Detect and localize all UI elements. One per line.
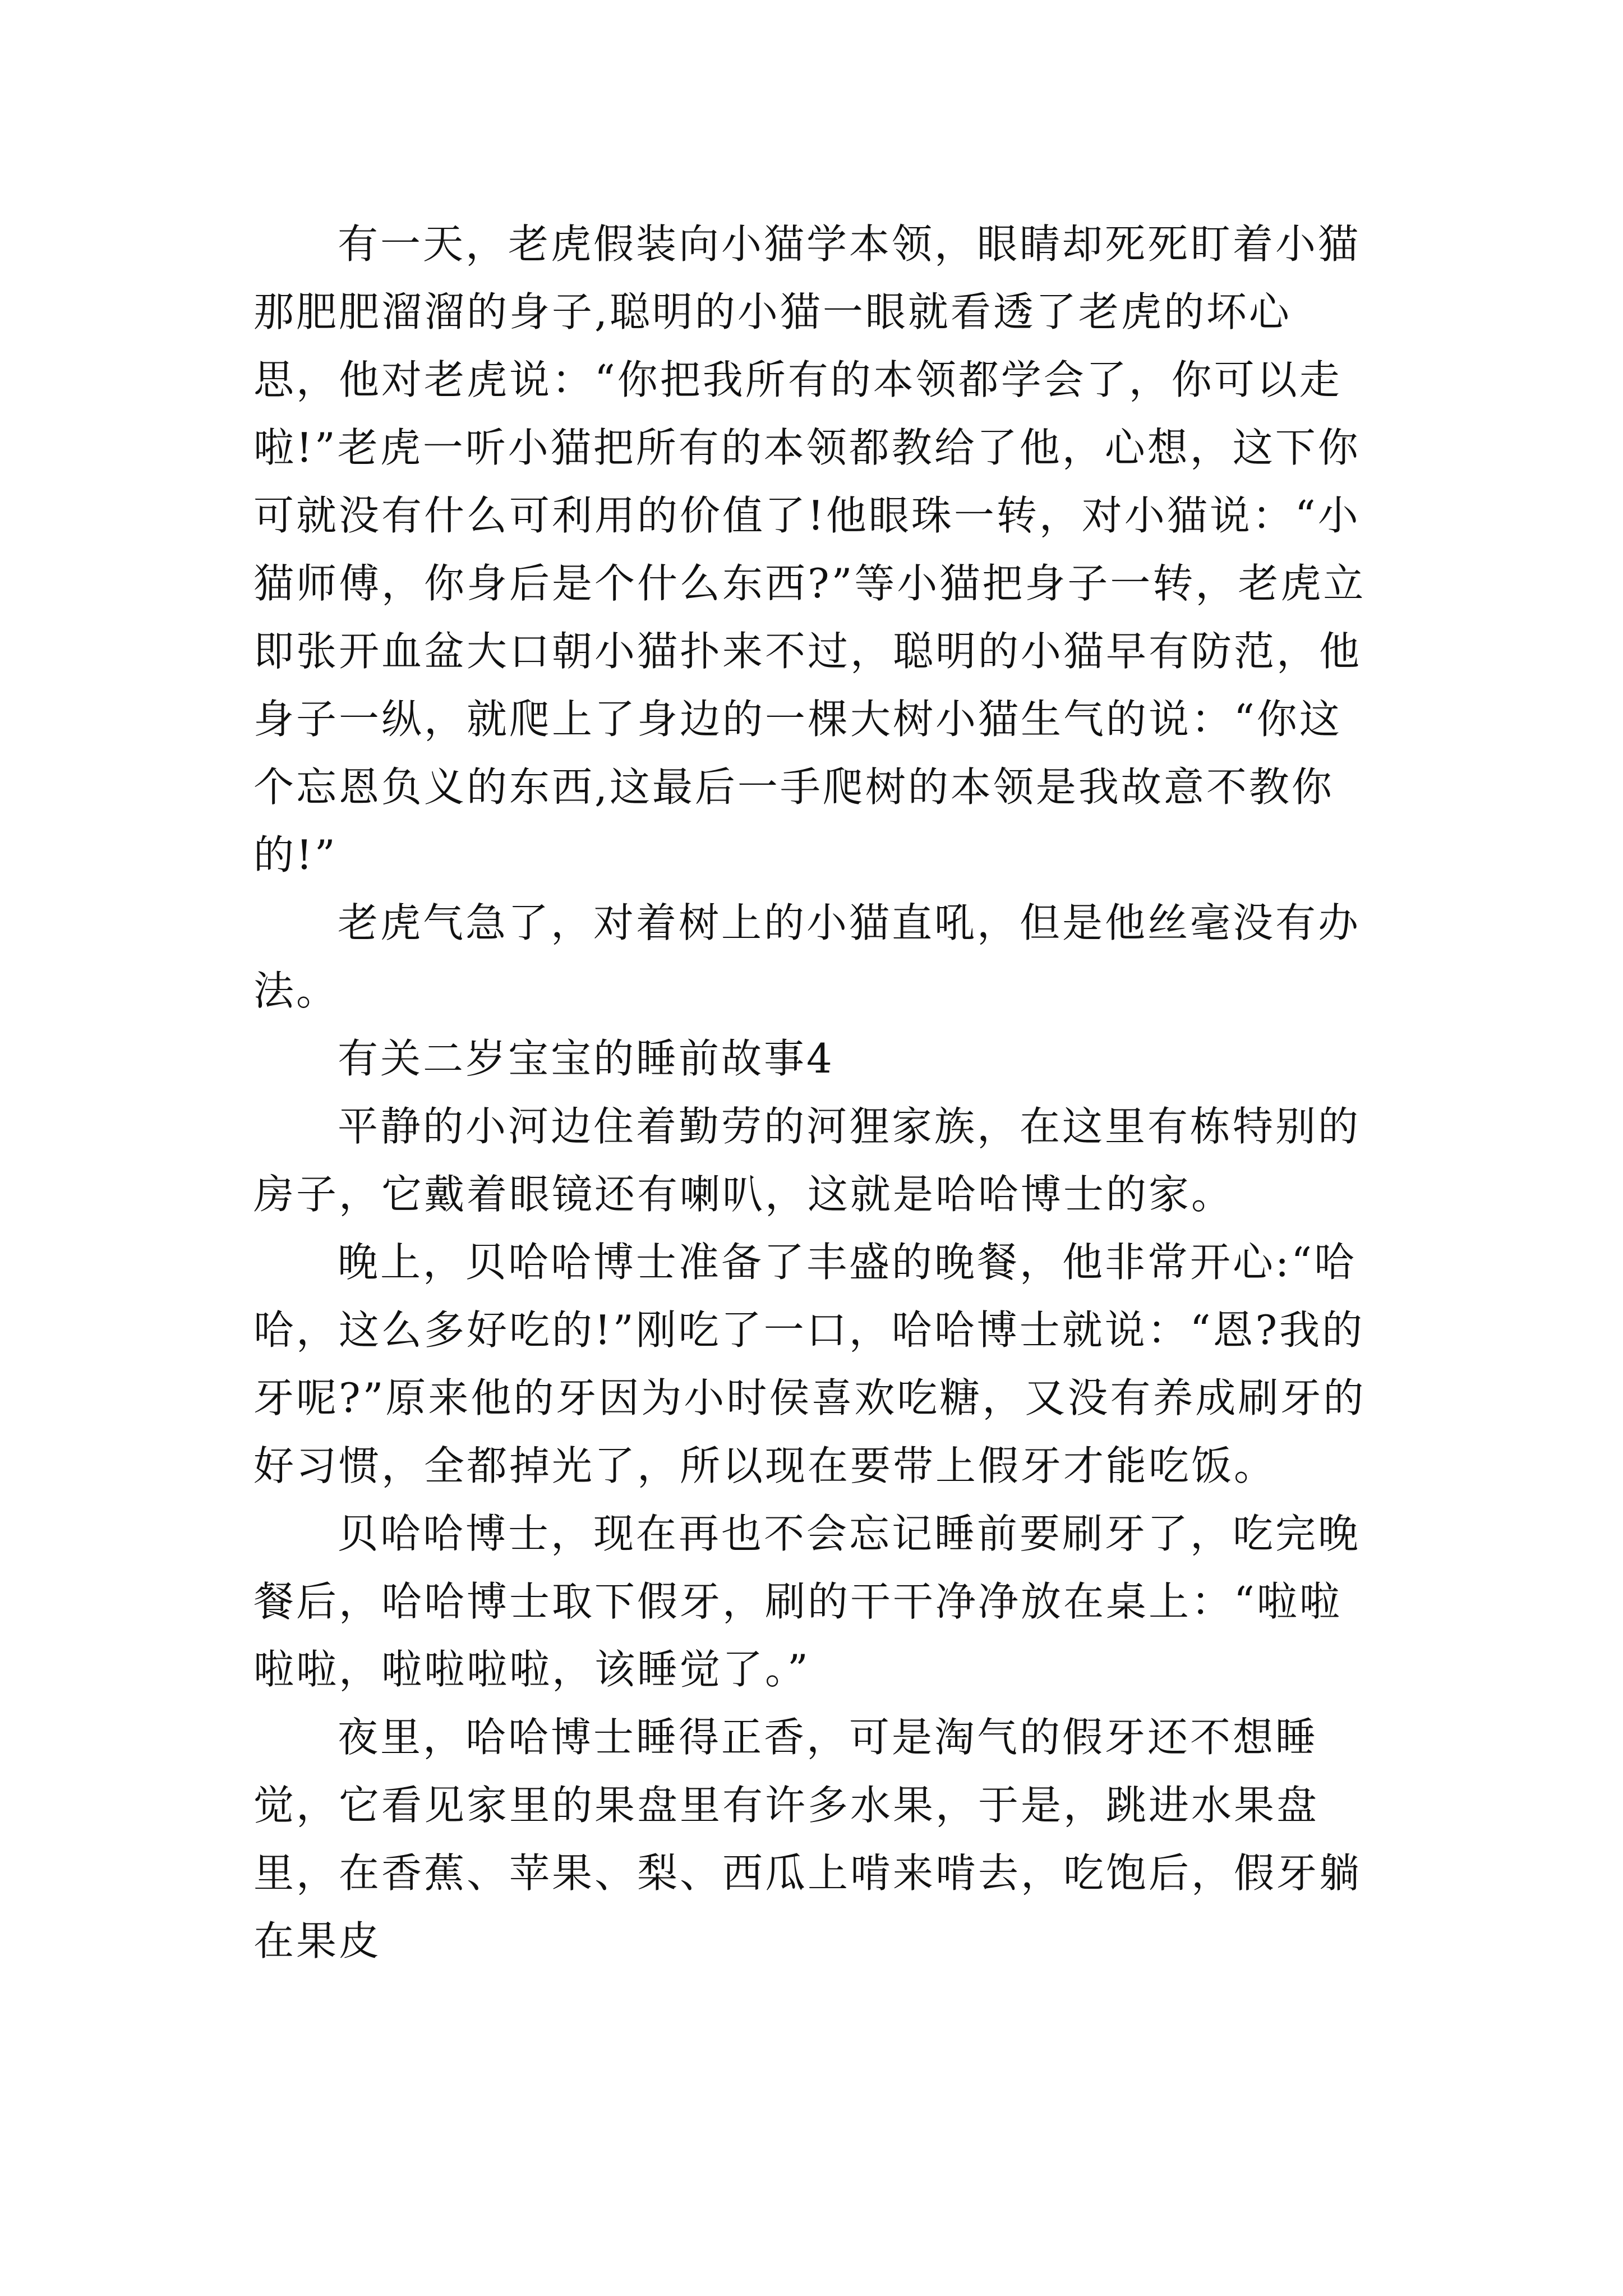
- paragraph-dinner: 晚上，贝哈哈博士准备了丰盛的晚餐，他非常开心:“哈哈，这么多好吃的!”刚吃了一口，哈哈博士就说：“恩?我的牙呢?”原来他的牙因为小时侯喜欢吃糖，又没有养成刷牙的好习惯，全都掉光了，所以现在要带上假牙才能吃饭。: [253, 1239, 1366, 1489]
- section-heading: 有关二岁宝宝的睡前故事4: [338, 1035, 834, 1082]
- paragraph-tiger-angry: 老虎气急了，对着树上的小猫直吼，但是他丝毫没有办法。: [253, 899, 1361, 1014]
- paragraph-night: 夜里，哈哈博士睡得正香，可是淘气的假牙还不想睡觉，它看见家里的果盘里有许多水果，于是，跳进水果盘里，在香蕉、苹果、梨、西瓜上啃来啃去，吃饱后，假牙躺在果皮: [253, 1714, 1362, 1964]
- paragraph-beaver-house: 平静的小河边住着勤劳的河狸家族，在这里有栋特别的房子，它戴着眼镜还有喇叭，这就是哈哈博士的家。: [253, 1103, 1361, 1218]
- document-body: [253, 210, 1375, 1975]
- paragraph-brushing: 贝哈哈博士，现在再也不会忘记睡前要刷牙了，吃完晚餐后，哈哈博士取下假牙，刷的干干净净放在桌上：“啦啦啦啦，啦啦啦啦，该睡觉了。”: [253, 1510, 1361, 1693]
- paragraph-tiger-learns: 有一天，老虎假装向小猫学本领，眼睛却死死盯着小猫那肥肥溜溜的身子,聪明的小猫一眼就看透了老虎的坏心思，他对老虎说：“你把我所有的本领都学会了，你可以走啦!”老虎一听小猫把所有的本领都教给了他，心想，这下你可就没有什么可利用的价值了!他眼珠一转，对小猫说：“小猫师傅，你身后是个什么东西?”等小猫把身子一转，老虎立即张开血盆大口朝小猫扑来不过，聪明的小猫早有防范，他身子一纵，就爬上了身边的一棵大树小猫生气的说：“你这个忘恩负义的东西,这最后一手爬树的本领是我故意不教你的!”: [253, 220, 1366, 878]
